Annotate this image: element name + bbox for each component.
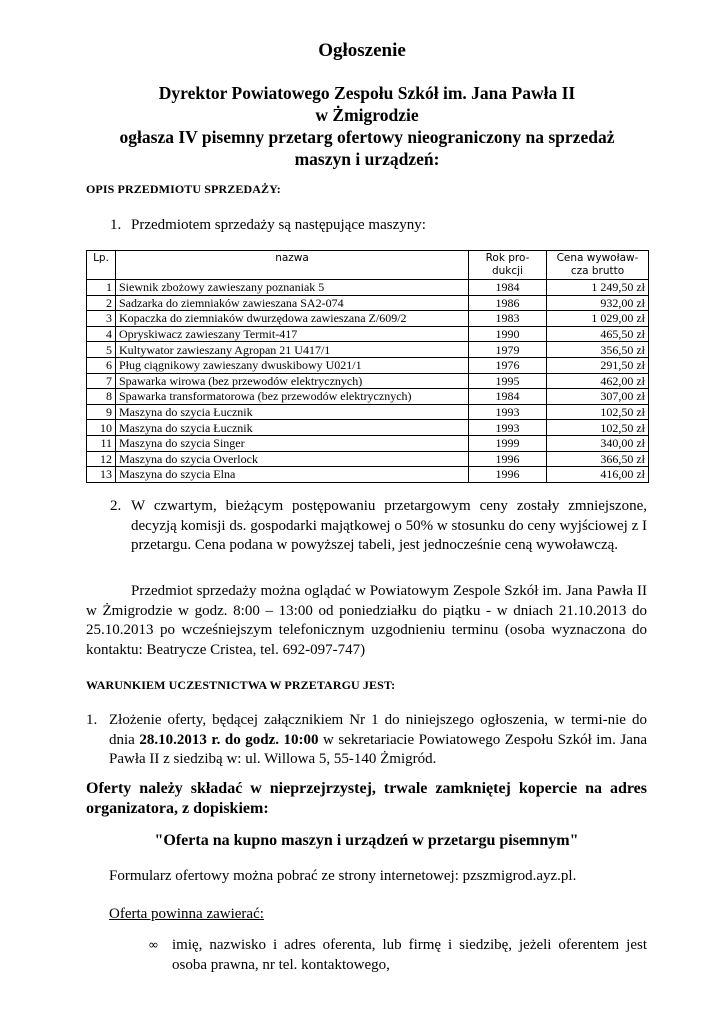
cell-price: 340,00 zł — [547, 435, 649, 451]
point-1-number: 1. — [110, 217, 122, 233]
cell-lp: 4 — [87, 326, 116, 342]
cell-year: 1983 — [469, 311, 547, 327]
cell-year: 1999 — [469, 435, 547, 451]
cell-lp: 10 — [87, 420, 116, 436]
table-row — [87, 357, 649, 373]
table-row — [87, 326, 649, 342]
page-title: Ogłoszenie — [318, 40, 406, 61]
table-row — [87, 420, 649, 436]
cell-price: 465,50 zł — [547, 326, 649, 342]
offer-contents-heading: Oferta powinna zawierać: — [109, 906, 264, 922]
cell-year: 1990 — [469, 326, 547, 342]
cell-price: 307,00 zł — [547, 389, 649, 405]
cell-year: 1976 — [469, 357, 547, 373]
cell-name: Siewnik zbożowy zawieszany poznaniak 5 — [116, 280, 469, 296]
cell-year: 1993 — [469, 420, 547, 436]
table-row — [87, 435, 649, 451]
viewing-paragraph: Przedmiot sprzedaży można oglądać w Powiatowym Zespole Szkół im. Jana Pawła II w Żmigrodzie w godz. 8:00 – 13:00 od poniedziałku do piątku - w dniach 21.10.2013 do 25.10.2013 po wcześniejszym telefonicznym uzgodnieniu terminu (osoba wyznaczona do kontaktu: Beatrycze Cristea, tel. 692-097-747) — [86, 583, 647, 658]
cell-name: Spawarka transformatorowa (bez przewodów elektrycznych) — [116, 389, 469, 405]
table-row — [87, 280, 649, 296]
cell-year: 1984 — [469, 389, 547, 405]
announcement-heading — [60, 82, 674, 170]
cell-name: Sadzarka do ziemniaków zawieszana SA2-074 — [116, 295, 469, 311]
cell-year: 1996 — [469, 467, 547, 483]
header-price-line-2: cza brutto — [570, 265, 625, 277]
cell-lp: 13 — [87, 467, 116, 483]
header-year-line-1: Rok pro- — [485, 252, 530, 264]
heading-line-3: ogłasza IV pisemny przetarg ofertowy nieograniczony na sprzedaż — [119, 127, 615, 147]
header-lp: Lp. — [87, 251, 116, 280]
section-subject-of-sale: OPIS PRZEDMIOTU SPRZEDAŻY: — [86, 182, 281, 196]
cell-lp: 7 — [87, 373, 116, 389]
cell-lp: 5 — [87, 342, 116, 358]
cell-lp: 3 — [87, 311, 116, 327]
cell-lp: 12 — [87, 451, 116, 467]
machines-table — [86, 250, 649, 483]
cell-name: Spawarka wirowa (bez przewodów elektrycznych) — [116, 373, 469, 389]
header-year — [469, 251, 547, 280]
cell-year: 1979 — [469, 342, 547, 358]
section-participation-condition: WARUNKIEM UCZESTNICTWA W PRZETARGU JEST: — [86, 678, 396, 692]
header-year-line-2: dukcji — [491, 265, 523, 277]
cell-name: Pług ciągnikowy zawieszany dwuskibowy U021/1 — [116, 357, 469, 373]
heading-line-2: w Żmigrodzie — [315, 105, 419, 125]
condition-1-number: 1. — [86, 712, 98, 728]
cell-name: Maszyna do szycia Elna — [116, 467, 469, 483]
cell-price: 356,50 zł — [547, 342, 649, 358]
header-name: nazwa — [116, 251, 469, 280]
table-row — [87, 295, 649, 311]
point-2-number: 2. — [110, 498, 122, 514]
table-row — [87, 404, 649, 420]
cell-price: 932,00 zł — [547, 295, 649, 311]
cell-lp: 2 — [87, 295, 116, 311]
form-download-note: Formularz ofertowy można pobrać ze strony internetowej: pzszmigrod.ayz.pl. — [109, 868, 577, 884]
cell-lp: 8 — [87, 389, 116, 405]
cell-price: 102,50 zł — [547, 404, 649, 420]
table-row — [87, 342, 649, 358]
cell-year: 1995 — [469, 373, 547, 389]
table-header-row — [87, 251, 649, 280]
cell-name: Maszyna do szycia Overlock — [116, 451, 469, 467]
header-price — [547, 251, 649, 280]
condition-1-text-a: Złożenie oferty, będącej załącznikiem Nr 1 do niniejszego ogłoszenia, w termi-nie do dnia — [109, 712, 647, 748]
cell-price: 366,50 zł — [547, 451, 649, 467]
offer-contents-item-1: imię, nazwisko i adres oferenta, lub firmę i siedzibę, jeżeli oferentem jest osoba prawna, nr tel. kontaktowego, — [172, 937, 647, 973]
cell-price: 1 029,00 zł — [547, 311, 649, 327]
cell-price: 1 249,50 zł — [547, 280, 649, 296]
deadline-date: 28.10.2013 r. do godz. 10:00 — [139, 731, 319, 748]
cell-year: 1996 — [469, 451, 547, 467]
offers-submission-note: Oferty należy składać w nieprzejrzystej, trwale zamkniętej kopercie na adres organizatora, z dopiskiem: — [86, 780, 647, 817]
cell-lp: 1 — [87, 280, 116, 296]
cell-lp: 6 — [87, 357, 116, 373]
envelope-label: "Oferta na kupno maszyn i urządzeń w przetargu pisemnym" — [154, 832, 579, 849]
heading-line-1: Dyrektor Powiatowego Zespołu Szkół im. Jana Pawła II — [158, 83, 576, 103]
point-2-text: W czwartym, bieżącym postępowaniu przetargowym ceny zostały zmniejszone, decyzją komisji ds. gospodarki majątkowej o 50% w stosunku do ceny wyjściowej z I przetargu. Cena podana w powyższej tabeli, jest jednocześnie ceną wywoławczą. — [131, 498, 647, 553]
cell-year: 1986 — [469, 295, 547, 311]
point-1-text: Przedmiotem sprzedaży są następujące maszyny: — [131, 217, 426, 233]
cell-price: 416,00 zł — [547, 467, 649, 483]
cell-lp: 9 — [87, 404, 116, 420]
table-row — [87, 467, 649, 483]
condition-1-text-b: w sekretariacie Powiatowego Zespołu Szkół im. Jana Pawła II z siedzibą w: ul. Willowa 5, 55-140 Żmigród. — [109, 731, 648, 767]
cell-name: Maszyna do szycia Łucznik — [116, 404, 469, 420]
table-row — [87, 451, 649, 467]
heading-line-4: maszyn i urządzeń: — [294, 149, 440, 169]
cell-name: Kultywator zawieszany Agropan 21 U417/1 — [116, 342, 469, 358]
condition-1-text — [109, 711, 647, 770]
infinity-bullet-icon: ∞ — [148, 938, 159, 953]
cell-year: 1984 — [469, 280, 547, 296]
cell-name: Opryskiwacz zawieszany Termit-417 — [116, 326, 469, 342]
cell-lp: 11 — [87, 435, 116, 451]
cell-price: 102,50 zł — [547, 420, 649, 436]
table-row — [87, 389, 649, 405]
cell-name: Maszyna do szycia Łucznik — [116, 420, 469, 436]
table-row — [87, 373, 649, 389]
cell-year: 1993 — [469, 404, 547, 420]
cell-name: Maszyna do szycia Singer — [116, 435, 469, 451]
cell-price: 462,00 zł — [547, 373, 649, 389]
header-price-line-1: Cena wywoław- — [556, 252, 639, 264]
table-row — [87, 311, 649, 327]
cell-name: Kopaczka do ziemniaków dwurzędowa zawieszana Z/609/2 — [116, 311, 469, 327]
cell-price: 291,50 zł — [547, 357, 649, 373]
